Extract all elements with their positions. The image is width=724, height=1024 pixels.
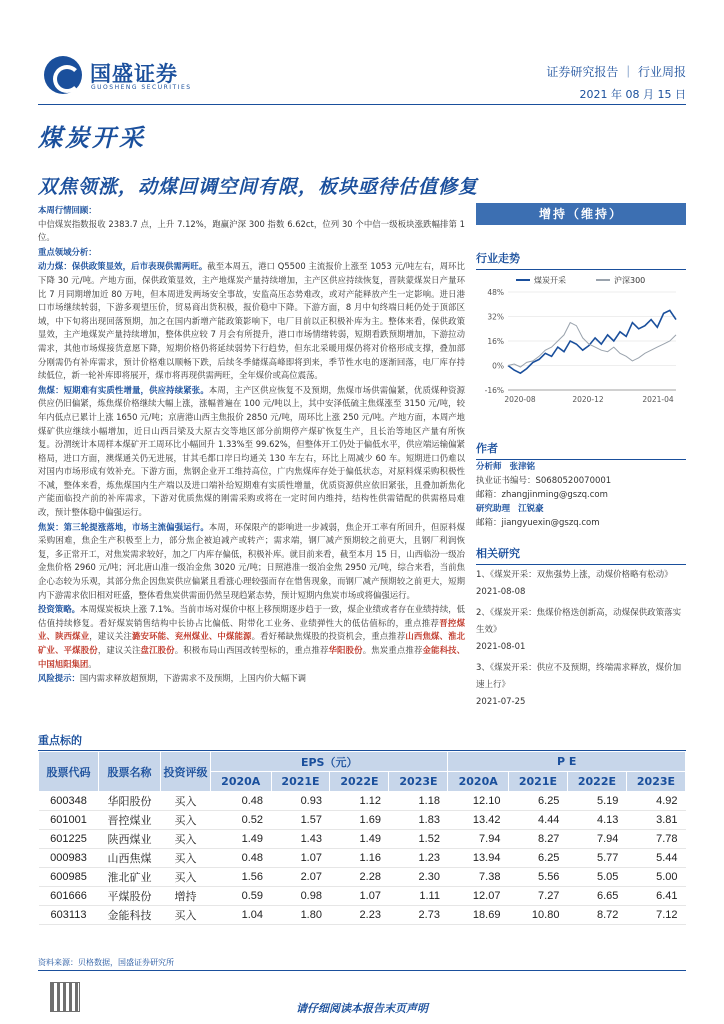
chart-y-ticks [485,288,504,395]
analyst-label: 分析师 [476,462,502,472]
th-year: 2020A [448,772,509,792]
author-block [476,460,686,530]
eps-value: 1.43 [271,830,330,849]
eps-value: 2.23 [330,906,389,925]
text-strategy-3: ，建议关注 [97,645,141,655]
table-row [39,868,686,887]
report-headline: 双焦领涨，动煤回调空间有限，板块亟待估值修复 [38,176,479,198]
text-market-review: 中信煤炭指数报收 2383.7 点，上升 7.12%，跑赢沪深 300 指数 6.62ct，位列 30 个中信一级板块涨跌幅排第 1 位。 [38,218,465,243]
stock-rating: 买入 [161,868,211,887]
related-title: 相关研究 [476,545,686,565]
pe-value: 12.07 [448,887,509,906]
related-research-list [476,567,686,715]
pe-value: 8.72 [567,906,626,925]
paragraph-strategy [38,603,465,671]
stock-name: 金能科技 [99,906,161,925]
x-tick-label: 2020-12 [572,395,604,404]
pe-value: 6.65 [567,887,626,906]
analyst-name: 张津铭 [509,462,536,472]
th-eps: EPS（元） [211,752,448,772]
chart-legend [516,275,645,285]
text-coke: 本周，环保限产的影响进一步减弱，焦企开工率有所回升，但原料煤采购困难，焦企生产积极至上力，部分焦企被迫减产或转产；需求端，钢厂减产预期较之前更大，且钢厂利润恢复，多正常开工，对焦炭需求较好，加之厂内库存偏低，积极补库。就目前来看，截至本月 15 日，山西临汾一级冶金焦价格 2960 元/吨；河北唐山准一级冶金焦 3020 元/吨；日照港准一级冶金焦 2950 元/吨，综合来看，当前焦企心态较为乐观，其部分焦企因焦炭供应偏紧且看涨心理较强而存在惜售现象，而钢厂减产预期较之前更大，短期内下游需求依旧相对旺盛，整体看焦炭供需面仍然呈现趋紧态势，预计短期内焦炭市场或将偏强运行。 [38,521,465,600]
stock-code: 600348 [39,792,99,811]
pe-value: 5.56 [508,868,567,887]
text-strategy-6: 。 [88,658,97,669]
pe-value: 13.94 [448,849,509,868]
stock-name: 陕西煤业 [99,830,161,849]
text-strategy-2: 。看好稀缺焦煤股的投资机会，重点推荐 [251,631,406,642]
th-pe: P E [448,752,686,772]
head-thermal-coal: 保供政策显效，后市表现供需两旺。 [71,261,208,272]
paragraph-risk [38,672,465,686]
stock-name: 华阳股份 [99,792,161,811]
pe-value: 7.94 [567,830,626,849]
eps-value: 2.07 [271,868,330,887]
related-item-title: 2、《煤炭开采：焦煤价格迭创新高，动煤保供政策落实生效》 [476,608,682,635]
table-row [39,906,686,925]
eps-value: 1.49 [330,830,389,849]
eps-value: 1.80 [271,906,330,925]
th-name: 股票名称 [99,752,161,792]
table-row [39,849,686,868]
eps-value: 1.16 [330,849,389,868]
stock-code: 000983 [39,849,99,868]
eps-value: 1.11 [389,887,448,906]
table-row [39,887,686,906]
pe-value: 6.25 [508,792,567,811]
text-coking-coal: 本周，主产区供应恢复不及预期，焦煤市场供需偏紧，优质煤种资源供应仍旧偏紧，炼焦煤价格继续大幅上涨，涨幅普遍在 100 元/吨以上，其中安泽低硫主焦煤涨至 3150 元/吨，较年内低点已累计上涨 1650 元/吨；京唐港山西主焦报价 2850 元/吨，周环比上涨 250 元/吨。产地方面，本周产地煤矿供应继续小幅增加，近日山西吕梁及大原古交等地区部分前期停产煤矿恢复生产，且长治等地区产量有所恢复。汾渭统计本周样本煤矿开工周环比小幅回升 1.33%至 99.62%，但整体开工仍处于偏低水平，供应端运输偏紧格局，进口方面，澳煤通关仍无进展，甘其毛都口岸日均通关 130 车左右，环比上周减少 60 车。短期进口仍难以对国内市场形成有效补充。下游方面，焦钢企业开工维持高位，广内焦煤库存处于偏低状态，对原料煤采购积极性不减，整体来看，炼焦煤国内生产端以及进口端补给短期难有实质性增量，优质资源供应依旧紧张，且叠加新焦化产能面临投产前的补库需求，下游对优质焦煤的刚需采购或将在一定时间内维持，结构性供需错配的供需格局难改，预计整体稳中偏强运行。 [38,384,465,518]
text-strategy: 本周煤炭板块上涨 7.1%。当前市场对煤价中枢上移预期逐步趋于一致，煤企业绩或者存在业绩持续，低估值持续修复。看好煤炭销售结构中长协占比偏低、附带化工业务、业绩弹性大的低估值标的，重点推荐 [38,604,465,628]
pe-value: 7.38 [448,868,509,887]
stock-rating: 买入 [161,811,211,830]
th-rating: 投资评级 [161,752,211,792]
th-year: 2021E [508,772,567,792]
text-risk: 国内需求释放超预期，下游需求不及预期，上国内价大幅下调 [79,673,306,684]
pe-value: 5.05 [567,868,626,887]
analyst-cert: 执业证书编号：S0680520070001 [476,476,612,486]
text-thermal-coal: 截至本周五，港口 Q5500 主流报价上涨至 1053 元/吨左右，周环比下降 30 元/吨。产地方面，保供政策显效，主产地煤炭产量持续增加，主产区供应持续恢复，晋陕蒙煤炭日产量环比 7 月同期增加近 80 万吨，但本周进发两场安全事故，安监高压态势难改，或对产能释放产生一定影响。进日港口市场继续转弱，下游多观望压价，贸易商出货积极，报价稳中下降。下游方面，8 月中旬终端日耗仍处于顶部区域，中下旬将出现回落预期，加之在国内新增产能政策影响下，电厂目前以正积极补库为主。整体来看，保供政策显效，主产地煤炭产量持续增加，整体供应较 7 月会有所提升，港口市场情绪转弱，短期看跌预期增加，下游拉动需求，其他市场煤接货意愿下降，短期价格仍将延续弱势下行趋势，但东北采暖用煤仍将对价格形成支撑，叠加部分刚需仍有补库需求，预计价格难以顺畅下跌，后续冬季储煤高峰即将到来，季节性水电的逐渐回落，电厂库存持续低位，新一轮补库即将展开，煤市将再现供需两旺，全年煤价或高位震荡。 [38,261,465,381]
eps-value: 0.48 [211,792,272,811]
th-year: 2023E [389,772,448,792]
legend-label: 沪深300 [614,276,646,285]
picks-2: 潞安环能、兖州煤业、中煤能源 [131,631,252,642]
paragraph-focus [38,246,465,260]
text-strategy-4: 。积极布局山西国改转型标的，重点推荐 [174,645,329,655]
pe-value: 7.78 [626,830,685,849]
th-year: 2021E [271,772,330,792]
label-coke: 焦炭： [38,521,64,532]
th-year: 2023E [626,772,685,792]
stock-code: 601001 [39,811,99,830]
analyst-email[interactable]: 邮箱：zhangjinming@gszq.com [476,490,608,500]
label-focus: 重点领域分析： [38,246,97,257]
logo-text: 国盛证券 [90,62,178,86]
eps-value: 0.48 [211,849,272,868]
pe-value: 7.12 [626,906,685,925]
y-tick-label: 48% [487,288,504,297]
picks-3: 山西焦煤、淮北矿业、平煤股份 [38,631,465,655]
eps-value: 1.56 [211,868,272,887]
pe-value: 5.00 [626,868,685,887]
key-stocks-table [38,751,686,925]
stock-name: 晋控煤业 [99,811,161,830]
trend-title: 行业走势 [476,250,686,270]
related-item[interactable] [476,605,686,656]
y-tick-label: 32% [487,312,504,322]
pe-value: 5.19 [567,792,626,811]
series-line-0 [508,310,676,373]
head-coke: 第三轮提涨落地，市场主流偏强运行。 [63,521,209,532]
stock-code: 601225 [39,830,99,849]
eps-value: 1.04 [211,906,272,925]
logo-mark-icon [44,56,82,94]
pe-value: 8.27 [508,830,567,849]
eps-value: 0.93 [271,792,330,811]
x-tick-label: 2021-04 [642,395,674,404]
series-line-1 [508,323,676,367]
related-item-title: 1、《煤炭开采：双焦强势上涨，动煤价格略有松动》 [476,570,673,580]
eps-value: 1.69 [330,811,389,830]
text-strategy-mid: ，建议关注 [89,631,132,642]
eps-value: 1.52 [389,830,448,849]
pe-value: 5.77 [567,849,626,868]
y-tick-label: -16% [484,386,504,395]
pe-value: 7.27 [508,887,567,906]
industry-trend-chart [476,270,686,412]
eps-value: 0.59 [211,887,272,906]
chart-x-ticks [504,395,674,404]
related-item-date: 2021-08-08 [476,587,526,597]
paragraph-thermal-coal [38,260,465,382]
stock-rating: 买入 [161,849,211,868]
th-year: 2022E [567,772,626,792]
pe-value: 10.80 [508,906,567,925]
head-coking-coal: 短期难有实质性增量，供应持续紧张。 [63,384,209,395]
assistant-label: 研究助理 [476,504,511,514]
picks-5: 华阳股份 [328,645,363,655]
label-thermal-coal: 动力煤： [38,261,72,272]
label-strategy: 投资策略。 [38,604,80,615]
stock-rating: 买入 [161,830,211,849]
report-body [38,204,465,746]
stock-name: 淮北矿业 [99,868,161,887]
logo-subtext: GUOSHENG SECURITIES [91,84,192,91]
label-risk: 风险提示： [38,673,80,684]
report-type: 证券研究报告 ｜ 行业周报 [546,65,686,79]
eps-value: 0.98 [271,887,330,906]
pe-value: 6.25 [508,849,567,868]
eps-value: 0.52 [211,811,272,830]
stock-code: 601666 [39,887,99,906]
th-code: 股票代码 [39,752,99,792]
pe-value: 4.92 [626,792,685,811]
sector-title: 煤炭开采 [38,124,146,152]
pe-value: 12.10 [448,792,509,811]
th-year: 2020A [211,772,272,792]
report-date: 2021 年 08 月 15 日 [579,88,686,101]
author-title: 作者 [476,440,686,460]
related-item-date: 2021-08-01 [476,642,526,652]
eps-value: 1.18 [389,792,448,811]
picks-6: 金能科技、中国旭阳集团 [38,645,465,669]
eps-value: 1.83 [389,811,448,830]
eps-value: 1.57 [271,811,330,830]
disclaimer: 请仔细阅读本报告末页声明 [296,1002,428,1015]
pe-value: 18.69 [448,906,509,925]
stock-code: 603113 [39,906,99,925]
table-row [39,792,686,811]
related-item-title: 3、《煤炭开采：供应不及预期，终端需求释放，煤价加速上行》 [476,663,682,690]
eps-value: 1.23 [389,849,448,868]
label-market-review: 本周行情回顾： [38,205,97,215]
label-coking-coal: 焦煤： [38,384,64,395]
company-logo [44,56,204,96]
y-tick-label: 0% [492,361,504,371]
eps-value: 1.49 [211,830,272,849]
table-row [39,811,686,830]
pe-value: 3.81 [626,811,685,830]
eps-value: 2.30 [389,868,448,887]
stock-rows [39,792,686,925]
rating-badge: 增持（维持） [476,203,686,225]
paragraph-coking-coal [38,384,465,520]
pe-value: 6.41 [626,887,685,906]
y-tick-label: 16% [487,337,504,346]
table-row [39,830,686,849]
chart-lines [508,310,676,373]
paragraph-coke [38,521,465,603]
pe-value: 4.13 [567,811,626,830]
eps-value: 1.07 [271,849,330,868]
eps-value: 2.28 [330,868,389,887]
eps-value: 2.73 [389,906,448,925]
stock-rating: 买入 [161,906,211,925]
pe-value: 5.44 [626,849,685,868]
stock-name: 山西焦煤 [99,849,161,868]
x-tick-label: 2020-08 [504,395,536,404]
th-year: 2022E [330,772,389,792]
legend-label: 煤炭开采 [534,276,566,285]
related-item-date: 2021-07-25 [476,697,526,707]
key-stocks-title: 重点标的 [38,732,686,752]
text-strategy-5: 。焦炭重点推荐 [362,645,423,655]
header-divider [38,104,686,105]
data-source: 资料来源：贝格数据，国盛证券研究所 [38,958,174,967]
related-item[interactable] [476,660,686,711]
assistant-name: 江锐豪 [518,504,544,514]
stock-code: 600985 [39,868,99,887]
stock-rating: 买入 [161,792,211,811]
related-item[interactable] [476,567,686,601]
picks-4: 盘江股份 [140,645,175,655]
pe-value: 13.42 [448,811,509,830]
assistant-email[interactable]: 邮箱：jiangyuexin@gszq.com [476,518,600,528]
eps-value: 1.07 [330,887,389,906]
stock-rating: 增持 [161,887,211,906]
pe-value: 4.44 [508,811,567,830]
footer-divider [38,970,686,971]
stock-name: 平煤股份 [99,887,161,906]
picks-1: 晋控煤业、陕西煤业 [38,617,465,642]
pe-value: 7.94 [448,830,509,849]
paragraph-market-review [38,204,465,245]
eps-value: 1.12 [330,792,389,811]
